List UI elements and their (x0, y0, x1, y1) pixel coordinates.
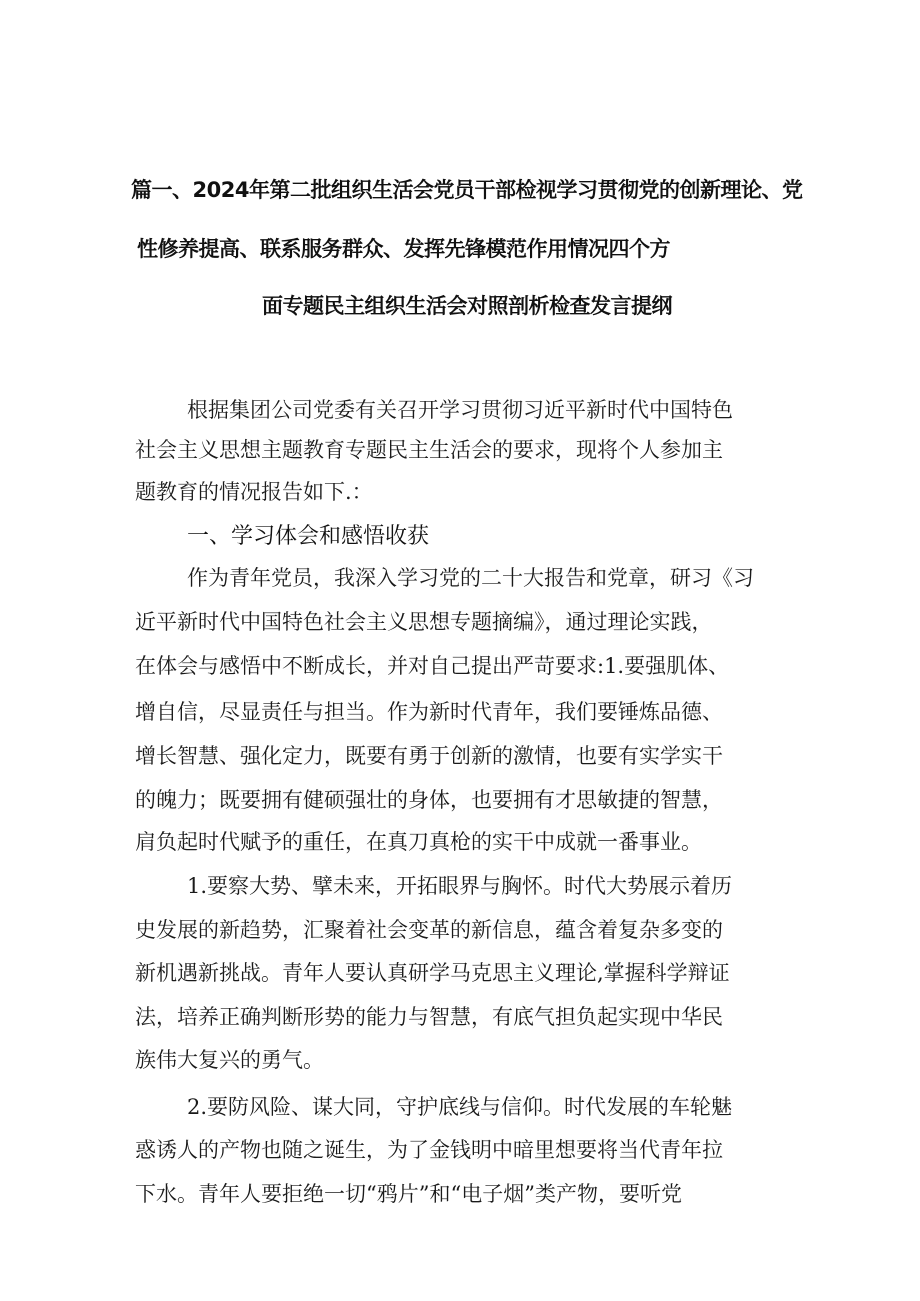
intro-line-1: 根据集团公司党委有关召开学习贯彻习近平新时代中国特色 (187, 398, 733, 422)
document-title-line-3: 面专题民主组织生活会对照剖析检查发言提纲 (262, 294, 672, 318)
para1-line-1: 作为青年党员，我深入学习党的二十大报告和党章，研习《习 (187, 566, 754, 590)
intro-line-3: 题教育的情况报告如下.： (135, 480, 373, 504)
para3-line-2: 惑诱人的产物也随之诞生，为了金钱明中暗里想要将当代青年拉 (135, 1138, 723, 1162)
para1-line-3: 在体会与感悟中不断成长，并对自己提出严苛要求:1.要强肌体、 (135, 654, 730, 678)
document-title-line-1: 篇一、2024年第二批组织生活会党员干部检视学习贯彻党的创新理论、党 (131, 178, 803, 202)
para3-line-3: 下水。青年人要拒绝一切“鸦片”和“电子烟”类产物，要听党 (135, 1182, 682, 1206)
para2-line-1: 1.要察大势、擘未来，开拓眼界与胸怀。时代大势展示着历 (187, 874, 733, 898)
intro-line-2: 社会主义思想主题教育专题民主生活会的要求，现将个人参加主 (135, 438, 723, 462)
para1-line-2: 近平新时代中国特色社会主义思想专题摘编》，通过理论实践， (135, 610, 713, 634)
para1-line-6: 的魄力；既要拥有健硕强壮的身体，也要拥有才思敏捷的智慧， (135, 788, 723, 812)
document-title-line-2: 性修养提高、联系服务群众、发挥先锋模范作用情况四个方 (137, 237, 670, 261)
para1-line-5: 增长智慧、强化定力，既要有勇于创新的激情，也要有实学实干 (135, 744, 723, 768)
para2-line-2: 史发展的新趋势，汇聚着社会变革的新信息，蕴含着复杂多变的 (135, 918, 723, 942)
para3-line-1: 2.要防风险、谋大同，守护底线与信仰。时代发展的车轮魅 (187, 1095, 733, 1119)
para2-line-3: 新机遇新挑战。青年人要认真研学马克思主义理论,掌握科学辩证 (135, 961, 730, 985)
para1-line-4: 增自信，尽显责任与担当。作为新时代青年，我们要锤炼品德、 (135, 700, 723, 724)
para2-line-5: 族伟大复兴的勇气。 (135, 1048, 324, 1072)
para1-line-7: 肩负起时代赋予的重任，在真刀真枪的实干中成就一番事业。 (135, 830, 702, 854)
para2-line-4: 法，培养正确判断形势的能力与智慧，有底气担负起实现中华民 (135, 1005, 723, 1029)
section-heading: 一、学习体会和感悟收获 (187, 524, 430, 549)
